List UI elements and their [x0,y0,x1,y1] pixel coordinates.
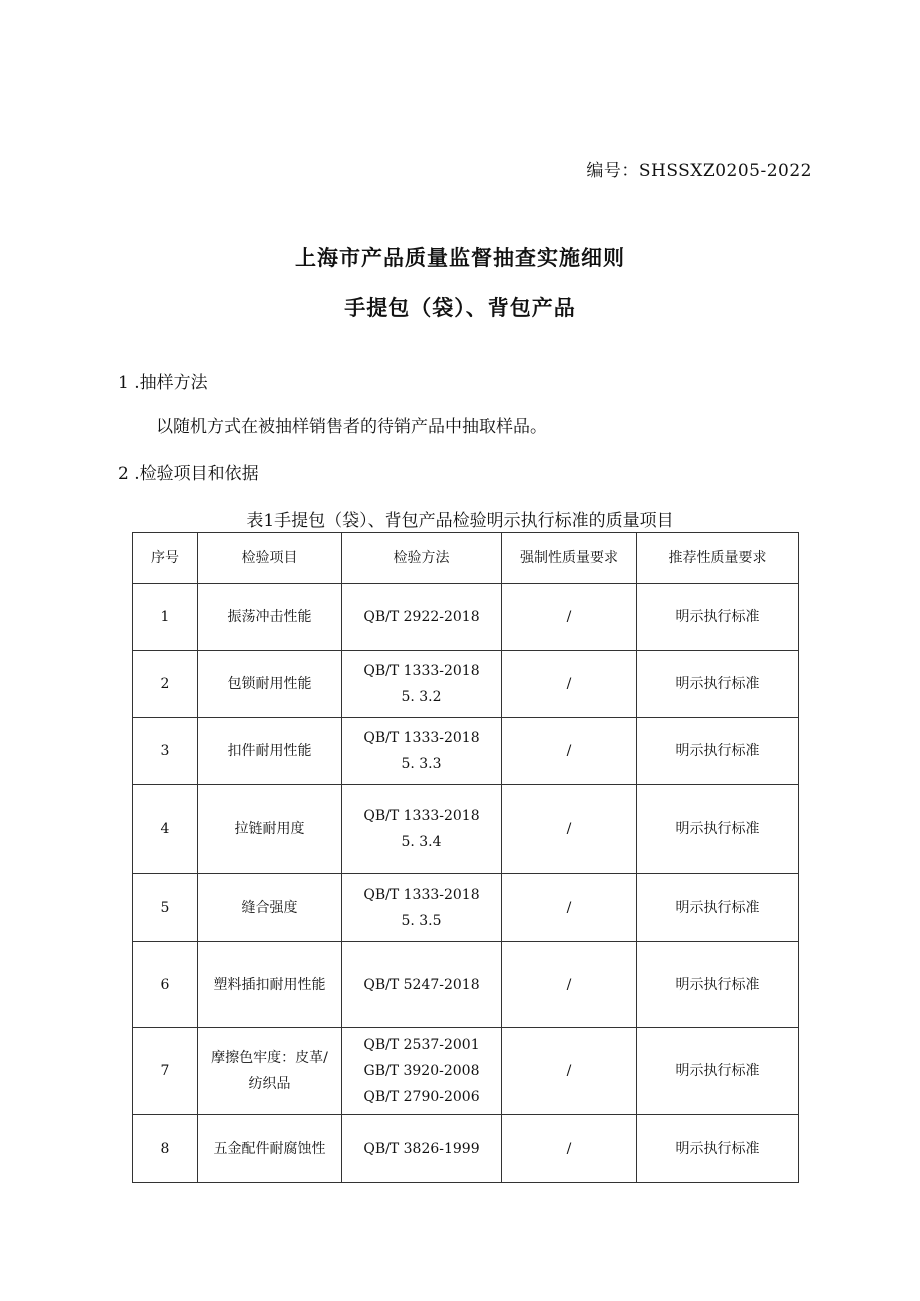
cell-item-line: 包锁耐用性能 [227,676,312,692]
cell-mandatory: / [502,874,637,942]
cell-no: 7 [133,1028,198,1115]
cell-mandatory: / [502,651,637,718]
cell-recommended: 明示执行标准 [637,785,799,874]
header-item: 检验项目 [198,533,342,584]
cell-recommended: 明示执行标准 [637,584,799,651]
cell-mandatory: / [502,1028,637,1115]
document-number: 编号：SHSSXZ0205-2022 [586,161,812,181]
sub-title: 手提包（袋）、背包产品 [344,296,576,320]
cell-method-line: QB/T 2790-2006 [363,1089,480,1105]
cell-item [198,718,342,785]
cell-item [198,874,342,942]
cell-mandatory: / [502,584,637,651]
cell-method-line: QB/T 2537-2001 [363,1037,480,1053]
cell-item-line: 塑料插扣耐用性能 [213,976,326,993]
cell-method-line: QB/T 1333-2018 [363,886,480,903]
cell-recommended: 明示执行标准 [637,874,799,942]
cell-item-line: 振荡冲击性能 [227,609,312,625]
cell-item [198,584,342,651]
cell-no: 4 [133,785,198,874]
cell-mandatory: / [502,942,637,1028]
table-row [133,785,799,874]
cell-method-line: 5. 3.5 [401,912,442,929]
inspection-table [132,532,799,1183]
cell-method-line: QB/T 2922-2018 [363,609,480,625]
table-caption: 表1手提包（袋）、背包产品检验明示执行标准的质量项目 [246,511,674,531]
table-row [133,874,799,942]
header-no: 序号 [133,533,198,584]
cell-item [198,785,342,874]
cell-recommended: 明示执行标准 [637,942,799,1028]
cell-mandatory: / [502,1115,637,1183]
section-1-body: 以随机方式在被抽样销售者的待销产品中抽取样品。 [156,417,547,437]
header-recommended: 推荐性质量要求 [637,533,799,584]
cell-method-line: GB/T 3920-2008 [363,1063,480,1079]
cell-method-line: 5. 3.4 [401,834,442,850]
cell-no: 5 [133,874,198,942]
cell-recommended: 明示执行标准 [637,1028,799,1115]
cell-item [198,942,342,1028]
table-row [133,651,799,718]
cell-method-line: 5. 3.2 [401,689,442,705]
cell-method [342,651,502,718]
cell-item-line: 摩擦色牢度：皮革/ [211,1050,328,1066]
cell-method-line: QB/T 1333-2018 [363,730,480,746]
cell-method [342,942,502,1028]
cell-no: 2 [133,651,198,718]
cell-method-line: QB/T 1333-2018 [363,808,480,824]
cell-item-line: 扣件耐用性能 [227,743,312,759]
cell-method-line: QB/T 1333-2018 [363,663,480,679]
cell-method [342,785,502,874]
table-row [133,942,799,1028]
cell-mandatory: / [502,785,637,874]
cell-item [198,651,342,718]
header-method: 检验方法 [342,533,502,584]
cell-item-line: 五金配件耐腐蚀性 [213,1140,326,1157]
cell-no: 1 [133,584,198,651]
cell-item-line: 纺织品 [248,1076,291,1092]
table-row [133,1028,799,1115]
main-title: 上海市产品质量监督抽查实施细则 [295,246,625,270]
table-row [133,1115,799,1183]
cell-no: 8 [133,1115,198,1183]
section-2-heading: 2 .检验项目和依据 [118,464,259,484]
cell-recommended: 明示执行标准 [637,651,799,718]
table-header-row [133,533,799,584]
header-mandatory: 强制性质量要求 [502,533,637,584]
table-row [133,584,799,651]
cell-recommended: 明示执行标准 [637,718,799,785]
cell-item-line: 拉链耐用度 [234,821,305,837]
cell-method [342,1115,502,1183]
cell-method-line: 5. 3.3 [401,756,442,772]
cell-recommended: 明示执行标准 [637,1115,799,1183]
cell-no: 3 [133,718,198,785]
table-row [133,718,799,785]
cell-method [342,874,502,942]
section-1-heading: 1 .抽样方法 [118,373,208,393]
cell-no: 6 [133,942,198,1028]
cell-method [342,1028,502,1115]
cell-method-line: QB/T 5247-2018 [363,976,480,993]
cell-method [342,584,502,651]
cell-method-line: QB/T 3826-1999 [363,1140,480,1157]
cell-item [198,1028,342,1115]
cell-mandatory: / [502,718,637,785]
cell-method [342,718,502,785]
cell-item-line: 缝合强度 [241,899,298,916]
cell-item [198,1115,342,1183]
